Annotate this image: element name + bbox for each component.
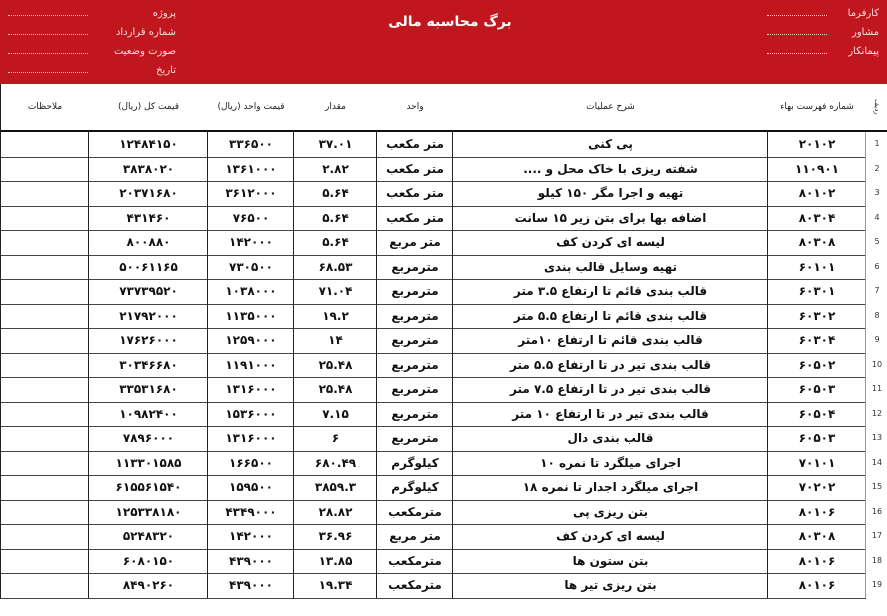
employer-field[interactable]: کارفرما xyxy=(697,6,887,25)
cell-unit[interactable]: مترمربع xyxy=(376,328,453,354)
cell-qty[interactable]: ۲۵.۴۸ xyxy=(293,353,377,379)
cell-desc[interactable]: تهیه و اجرا مگر ۱۵۰ کیلو xyxy=(452,181,768,207)
cell-unit[interactable]: متر مکعب xyxy=(376,157,453,183)
cell-desc[interactable]: قالب بندی تیر در تا ارتفاع ۱۰ متر xyxy=(452,402,768,428)
cell-notes[interactable] xyxy=(0,500,89,526)
row-number: 5 xyxy=(865,230,887,255)
cell-notes[interactable] xyxy=(0,549,89,575)
cell-total[interactable]: ۸۰۰۸۸۰ xyxy=(88,230,208,256)
cell-notes[interactable] xyxy=(0,181,89,207)
cell-price[interactable]: ۱۵۹۵۰۰ xyxy=(207,475,294,501)
cell-notes[interactable] xyxy=(0,206,89,232)
cell-price[interactable]: ۴۳۴۹۰۰۰ xyxy=(207,500,294,526)
cell-notes[interactable] xyxy=(0,475,89,501)
cell-desc[interactable]: بتن ریزی تیر ها xyxy=(452,573,768,599)
cell-code[interactable]: ۷۰۱۰۱ xyxy=(767,451,866,477)
cell-price[interactable]: ۷۳۰۵۰۰ xyxy=(207,255,294,281)
cell-price[interactable]: ۱۳۱۶۰۰۰ xyxy=(207,426,294,452)
cell-qty[interactable]: ۱۴ xyxy=(293,328,377,354)
cell-code[interactable]: ۶۰۳۰۱ xyxy=(767,279,866,305)
cell-price[interactable]: ۱۴۲۰۰۰ xyxy=(207,524,294,550)
cell-qty[interactable]: ۳۷.۰۱ xyxy=(293,132,377,158)
cell-desc[interactable]: اضافه بها برای بتن زیر ۱۵ سانت xyxy=(452,206,768,232)
cell-price[interactable]: ۳۳۶۵۰۰ xyxy=(207,132,294,158)
cell-price[interactable]: ۱۰۳۸۰۰۰ xyxy=(207,279,294,305)
cell-desc[interactable]: بتن ستون ها xyxy=(452,549,768,575)
sheet-header xyxy=(0,0,887,84)
cell-unit[interactable]: مترمربع xyxy=(376,402,453,428)
cell-unit[interactable]: مترمربع xyxy=(376,279,453,305)
cell-unit[interactable]: متر مکعب xyxy=(376,206,453,232)
cell-desc[interactable]: قالب بندی قائم تا ارتفاع ۵.۵ متر xyxy=(452,304,768,330)
cell-total[interactable]: ۶۱۵۵۶۱۵۴۰ xyxy=(88,475,208,501)
cell-qty[interactable]: ۶۸۰.۴۹ xyxy=(293,451,377,477)
cell-code[interactable]: ۶۰۱۰۱ xyxy=(767,255,866,281)
cell-total[interactable]: ۱۷۶۲۶۰۰۰ xyxy=(88,328,208,354)
cell-unit[interactable]: کیلوگرم xyxy=(376,475,453,501)
cell-desc[interactable]: اجرای میلگرد تا نمره ۱۰ xyxy=(452,451,768,477)
row-number: 6 xyxy=(865,255,887,280)
col-code: شماره فهرست بهاء xyxy=(767,84,866,132)
cell-unit[interactable]: کیلوگرم xyxy=(376,451,453,477)
cell-price[interactable]: ۳۶۱۲۰۰۰ xyxy=(207,181,294,207)
row-number: 10 xyxy=(865,353,887,378)
cell-code[interactable]: ۸۰۱۰۶ xyxy=(767,500,866,526)
cell-notes[interactable] xyxy=(0,328,89,354)
cell-desc[interactable]: اجرای میلگرد اجدار تا نمره ۱۸ xyxy=(452,475,768,501)
cell-unit[interactable]: مترمکعب xyxy=(376,573,453,599)
row-number: 3 xyxy=(865,181,887,206)
cell-total[interactable]: ۱۲۴۸۴۱۵۰ xyxy=(88,132,208,158)
col-unit-price: قیمت واحد (ریال) xyxy=(207,84,294,132)
cell-code[interactable]: ۶۰۵۰۳ xyxy=(767,377,866,403)
cell-notes[interactable] xyxy=(0,230,89,256)
cell-qty[interactable]: ۶ xyxy=(293,426,377,452)
cell-qty[interactable]: ۲۵.۴۸ xyxy=(293,377,377,403)
cell-code[interactable]: ۶۰۵۰۲ xyxy=(767,353,866,379)
cell-notes[interactable] xyxy=(0,255,89,281)
cell-code[interactable]: ۱۱۰۹۰۱ xyxy=(767,157,866,183)
cell-desc[interactable]: شفته ریزی با خاک محل و .... xyxy=(452,157,768,183)
cell-price[interactable]: ۱۲۵۹۰۰۰ xyxy=(207,328,294,354)
cell-total[interactable]: ۷۸۹۶۰۰۰ xyxy=(88,426,208,452)
cell-code[interactable]: ۸۰۳۰۴ xyxy=(767,206,866,232)
cell-total[interactable]: ۱۰۹۸۲۴۰۰ xyxy=(88,402,208,428)
cell-notes[interactable] xyxy=(0,304,89,330)
status-report-field[interactable]: صورت وضعیت xyxy=(0,44,260,63)
row-number: 1 xyxy=(865,132,887,157)
cell-desc[interactable]: قالب بندی قائم تا ارتفاع ۳.۵ متر xyxy=(452,279,768,305)
cell-qty[interactable]: ۱۹.۲ xyxy=(293,304,377,330)
cell-total[interactable]: ۲۱۷۹۲۰۰۰ xyxy=(88,304,208,330)
sheet-title: برگ محاسبه مالی xyxy=(388,14,512,30)
cell-unit[interactable]: مترمربع xyxy=(376,304,453,330)
cell-unit[interactable]: مترمربع xyxy=(376,255,453,281)
cell-unit[interactable]: مترمربع xyxy=(376,426,453,452)
row-number: 16 xyxy=(865,500,887,525)
cell-price[interactable]: ۱۱۳۵۰۰۰ xyxy=(207,304,294,330)
cell-desc[interactable]: قالب بندی قائم تا ارتفاع ۱۰متر xyxy=(452,328,768,354)
cell-desc[interactable]: لیسه ای کردن کف xyxy=(452,524,768,550)
cell-notes[interactable] xyxy=(0,377,89,403)
cell-price[interactable]: ۱۴۲۰۰۰ xyxy=(207,230,294,256)
project-field[interactable]: پروژه xyxy=(0,6,260,25)
cell-price[interactable]: ۱۵۳۶۰۰۰ xyxy=(207,402,294,428)
row-number: 17 xyxy=(865,524,887,549)
cell-unit[interactable]: مترمربع xyxy=(376,353,453,379)
cell-notes[interactable] xyxy=(0,132,89,158)
cell-notes[interactable] xyxy=(0,353,89,379)
col-desc: شرح عملیات xyxy=(452,84,768,132)
row-number: 18 xyxy=(865,549,887,574)
cell-price[interactable]: ۱۳۶۱۰۰۰ xyxy=(207,157,294,183)
cell-notes[interactable] xyxy=(0,157,89,183)
cell-qty[interactable]: ۵.۶۴ xyxy=(293,181,377,207)
col-unit: واحد xyxy=(376,84,453,132)
cell-desc[interactable]: لیسه ای کردن کف xyxy=(452,230,768,256)
cell-total[interactable]: ۲۰۳۷۱۶۸۰ xyxy=(88,181,208,207)
cell-qty[interactable]: ۶۸.۵۳ xyxy=(293,255,377,281)
cell-qty[interactable]: ۵.۶۴ xyxy=(293,206,377,232)
cell-notes[interactable] xyxy=(0,402,89,428)
cell-code[interactable]: ۷۰۲۰۲ xyxy=(767,475,866,501)
header-left-fields xyxy=(0,6,260,82)
cell-price[interactable]: ۴۳۹۰۰۰ xyxy=(207,549,294,575)
cell-qty[interactable]: ۷۱.۰۴ xyxy=(293,279,377,305)
row-number: 14 xyxy=(865,451,887,476)
row-number: 12 xyxy=(865,402,887,427)
cell-unit[interactable]: مترمکعب xyxy=(376,500,453,526)
cell-total[interactable]: ۳۰۳۴۶۶۸۰ xyxy=(88,353,208,379)
cell-desc[interactable]: قالب بندی دال xyxy=(452,426,768,452)
cell-desc[interactable]: پی کنی xyxy=(452,132,768,158)
cell-unit[interactable]: متر مکعب xyxy=(376,132,453,158)
row-number: 11 xyxy=(865,377,887,402)
cell-price[interactable]: ۱۳۱۶۰۰۰ xyxy=(207,377,294,403)
contractor-field[interactable]: پیمانکار xyxy=(697,44,887,63)
cell-qty[interactable]: ۲۸.۸۲ xyxy=(293,500,377,526)
col-qty: مقدار xyxy=(293,84,377,132)
row-number: 7 xyxy=(865,279,887,304)
cell-unit[interactable]: مترمربع xyxy=(376,377,453,403)
cell-notes[interactable] xyxy=(0,451,89,477)
cell-total[interactable]: ۷۳۷۳۹۵۲۰ xyxy=(88,279,208,305)
cell-code[interactable]: ۶۰۳۰۲ xyxy=(767,304,866,330)
row-number: 19 xyxy=(865,573,887,598)
cell-notes[interactable] xyxy=(0,426,89,452)
cell-price[interactable]: ۴۳۹۰۰۰ xyxy=(207,573,294,599)
cell-total[interactable]: ۱۱۳۳۰۱۵۸۵ xyxy=(88,451,208,477)
cell-code[interactable]: ۸۰۱۰۲ xyxy=(767,181,866,207)
cell-qty[interactable]: ۳۸۵۹.۳ xyxy=(293,475,377,501)
cell-code[interactable]: ۸۰۳۰۸ xyxy=(767,524,866,550)
cell-total[interactable]: ۵۰۰۶۱۱۶۵ xyxy=(88,255,208,281)
col-row: ردیف xyxy=(865,84,887,132)
cell-unit[interactable]: متر مربع xyxy=(376,524,453,550)
header-right-fields xyxy=(697,6,887,63)
cell-notes[interactable] xyxy=(0,524,89,550)
cell-price[interactable]: ۱۱۹۱۰۰۰ xyxy=(207,353,294,379)
col-notes: ملاحظات xyxy=(0,84,89,132)
cell-unit[interactable]: مترمکعب xyxy=(376,549,453,575)
cell-qty[interactable]: ۱۹.۳۴ xyxy=(293,573,377,599)
cell-desc[interactable]: قالب بندی تیر در تا ارتفاع ۷.۵ متر xyxy=(452,377,768,403)
col-total: قیمت کل (ریال) xyxy=(88,84,208,132)
row-number: 13 xyxy=(865,426,887,451)
cell-total[interactable]: ۸۴۹۰۲۶۰ xyxy=(88,573,208,599)
row-number: 8 xyxy=(865,304,887,329)
cell-total[interactable]: ۵۲۴۸۳۲۰ xyxy=(88,524,208,550)
cell-desc[interactable]: تهیه وسایل قالب بندی xyxy=(452,255,768,281)
cell-unit[interactable]: متر مربع xyxy=(376,230,453,256)
cell-price[interactable]: ۷۶۵۰۰ xyxy=(207,206,294,232)
cell-code[interactable]: ۶۰۵۰۳ xyxy=(767,426,866,452)
cell-total[interactable]: ۱۲۵۳۳۸۱۸۰ xyxy=(88,500,208,526)
cell-qty[interactable]: ۳۶.۹۶ xyxy=(293,524,377,550)
cell-code[interactable]: ۸۰۱۰۶ xyxy=(767,573,866,599)
row-number: 15 xyxy=(865,475,887,500)
cell-notes[interactable] xyxy=(0,279,89,305)
row-number: 4 xyxy=(865,206,887,231)
consultant-field[interactable]: مشاور xyxy=(697,25,887,44)
cell-qty[interactable]: ۵.۶۴ xyxy=(293,230,377,256)
contract-number-field[interactable]: شماره قرارداد xyxy=(0,25,260,44)
cell-unit[interactable]: متر مکعب xyxy=(376,181,453,207)
cell-qty[interactable]: ۱۳.۸۵ xyxy=(293,549,377,575)
date-field[interactable]: تاریخ xyxy=(0,63,260,82)
cell-total[interactable]: ۴۳۱۴۶۰ xyxy=(88,206,208,232)
cell-desc[interactable]: قالب بندی تیر در تا ارتفاع ۵.۵ متر xyxy=(452,353,768,379)
cell-code[interactable]: ۸۰۱۰۶ xyxy=(767,549,866,575)
cell-code[interactable]: ۶۰۳۰۴ xyxy=(767,328,866,354)
cell-notes[interactable] xyxy=(0,573,89,599)
cell-price[interactable]: ۱۶۶۵۰۰ xyxy=(207,451,294,477)
cell-total[interactable]: ۳۳۵۳۱۶۸۰ xyxy=(88,377,208,403)
row-number: 9 xyxy=(865,328,887,353)
cell-code[interactable]: ۸۰۳۰۸ xyxy=(767,230,866,256)
cell-qty[interactable]: ۷.۱۵ xyxy=(293,402,377,428)
cell-code[interactable]: ۶۰۵۰۴ xyxy=(767,402,866,428)
cell-desc[interactable]: بتن ریزی پی xyxy=(452,500,768,526)
cell-code[interactable]: ۲۰۱۰۲ xyxy=(767,132,866,158)
cell-total[interactable]: ۶۰۸۰۱۵۰ xyxy=(88,549,208,575)
cell-total[interactable]: ۳۸۳۸۰۲۰ xyxy=(88,157,208,183)
row-number: 2 xyxy=(865,157,887,182)
cell-qty[interactable]: ۲.۸۲ xyxy=(293,157,377,183)
